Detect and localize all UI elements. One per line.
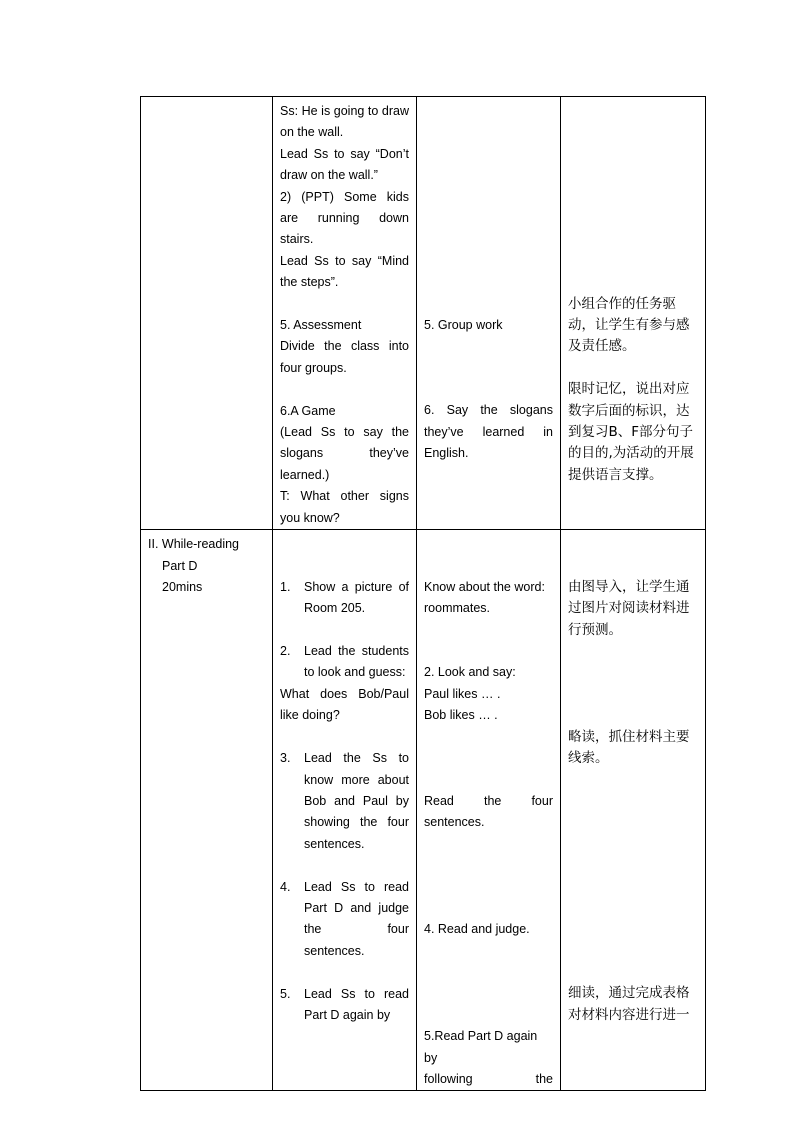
text-line: What does Bob/Paul like doing? (280, 686, 409, 723)
purpose-note: 小组合作的任务驱动，让学生有参与感及责任感。 (568, 295, 690, 355)
table-row (141, 530, 706, 1091)
group-work-text: 5. Group work (424, 317, 503, 332)
game-title: 6.A Game (280, 403, 336, 418)
purpose-note: 由图导入，让学生通过图片对阅读材料进行预测。 (568, 578, 690, 638)
lesson-plan-table (140, 96, 706, 1091)
purpose-note: 略读，抓住材料主要线索。 (568, 728, 690, 767)
text-line: Paul likes … . (424, 686, 501, 701)
list-item: 2. Lead the students to look and guess: (280, 644, 409, 680)
table-row (141, 97, 706, 530)
text-line: Ss: He is going to draw on the wall. (280, 104, 409, 140)
stage-cell-empty (141, 97, 273, 530)
text-line: Divide the class into four groups. (280, 339, 409, 375)
student-activity-cell (417, 530, 561, 1091)
stage-title: II. While-reading (148, 537, 240, 552)
text-line: Read the four sentences. (424, 793, 553, 830)
text-line: 4. Read and judge. (424, 922, 530, 937)
stage-time: 20mins (162, 579, 203, 594)
text-line: 6. Say the slogans they’ve learned in English. (424, 403, 553, 461)
text-line: Bob likes … . (424, 708, 498, 723)
purpose-cell (561, 530, 706, 1091)
list-item: 3. Lead the Ss to know more about Bob and Paul by showing the four sentences. (280, 751, 409, 851)
list-item: 4. Lead Ss to read Part D and judge the four sentences. (280, 879, 409, 958)
list-item: 5. Lead Ss to read Part D again by (280, 986, 409, 1022)
text-line: Lead Ss to say “Don’t draw on the wall.” (280, 146, 409, 183)
stage-part: Part D (162, 558, 198, 573)
text-line: Know about the word: roommates. (424, 579, 545, 616)
text-line: Lead Ss to say “Mind the steps”. (280, 253, 409, 290)
text-line: 2) (PPT) Some kids are running down stairs. (280, 189, 409, 247)
text-line: 2. Look and say: (424, 665, 516, 680)
text-line: following the (424, 1072, 553, 1087)
assessment-title: 5. Assessment (280, 318, 362, 333)
list-item: 1. Show a picture of Room 205. (280, 579, 409, 616)
teacher-activity-cell (273, 97, 417, 530)
teacher-activity-cell (273, 530, 417, 1091)
purpose-note: 限时记忆，说出对应数字后面的标识，达到复习B、F部分句子的目的,为活动的开展提供语言支撑。 (568, 381, 694, 483)
text-line: (Lead Ss to say the slogans they’ve learned.) (280, 425, 409, 482)
student-activity-cell (417, 97, 561, 530)
purpose-cell (561, 97, 706, 530)
text-line: 5.Read Part D again by (424, 1029, 538, 1065)
purpose-note: 细读，通过完成表格对材料内容进行进一 (568, 985, 690, 1023)
stage-cell (141, 530, 273, 1091)
text-line: T: What other signs you know? (280, 489, 409, 525)
